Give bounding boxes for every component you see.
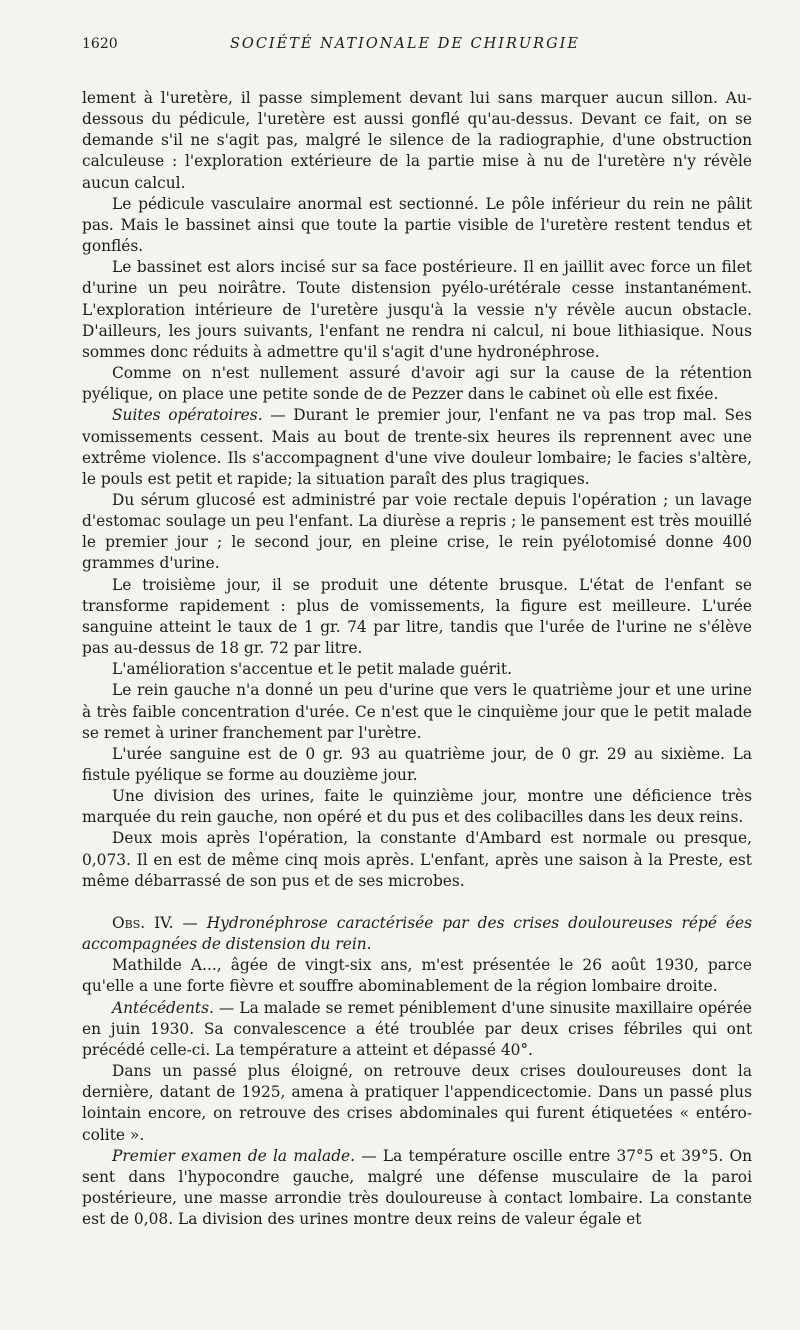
observation-label: Obs. IV.	[112, 913, 174, 932]
paragraph: Le pédicule vasculaire anormal est sectionné. Le pôle inférieur du rein ne pâlit pas. Mais le bassinet ainsi que toute la partie visible de l'uretère restent tendus et gonflés.	[82, 194, 752, 256]
paragraph: Le troisième jour, il se produit une détente brusque. L'état de l'enfant se transforme rapidement : plus de vomissements, la figure est meilleure. L'urée sanguine atteint le taux de 1 gr. 74 par litre, tandis que l'urée de l'urine ne s'élève pas au-dessus de 18 gr. 72 par litre.	[82, 575, 752, 658]
paragraph	[82, 1146, 752, 1231]
observation-title-text: Hydronéphrose caractérisée par des crises douloureuses répé ées accompagnées de distension du rein.	[82, 913, 752, 954]
paragraph: Dans un passé plus éloigné, on retrouve deux crises douloureuses dont la dernière, datant de 1925, amena à pratiquer l'appendicectomie. Dans un passé plus lointain encore, on retrouve des crises abdominales qui furent étiquetées « entéro-colite ».	[82, 1062, 752, 1144]
section-heading: Premier examen de la malade.	[112, 1146, 356, 1165]
paragraph: lement à l'uretère, il passe simplement devant lui sans marquer aucun sillon. Au-dessous du pédicule, l'uretère est aussi gonflé qu'au-dessus. Devant ce fait, on se demande s'il ne s'agit pas, malgré le silence de la radiographie, d'une obstruction calculeuse : l'exploration extérieure de la partie mise à nu de l'uretère n'y révèle aucun calcul.	[82, 89, 752, 192]
paragraph: Une division des urines, faite le quinzième jour, montre une déficience très marquée du rein gauche, non opéré et du pus et des colibacilles dans les deux reins.	[82, 787, 752, 827]
body-text	[82, 88, 752, 1230]
paragraph: Deux mois après l'opération, la constante d'Ambard est normale ou presque, 0,073. Il en est de même cinq mois après. L'enfant, après une saison à la Preste, est même débarrassé de son pus et de ses microbes.	[82, 829, 752, 890]
paragraph: L'urée sanguine est de 0 gr. 93 au quatrième jour, de 0 gr. 29 au sixième. La fistule pyélique se forme au douzième jour.	[82, 744, 752, 784]
section-heading: Suites opératoires.	[112, 406, 263, 425]
observation-title: Obs. IV. — Hydronéphrose caractérisée par des crises douloureuses répé ées accompagnées de distension du rein.	[82, 913, 752, 954]
observation-block	[82, 913, 752, 1230]
page-header	[82, 36, 752, 62]
section-heading: Antécédents.	[112, 998, 214, 1017]
paragraph: Comme on n'est nullement assuré d'avoir agi sur la cause de la rétention pyélique, on place une petite sonde de de Pezzer dans le cabinet où elle est fixée.	[82, 364, 752, 404]
paragraph	[82, 998, 752, 1061]
page-number: 1620	[82, 36, 118, 52]
running-head: SOCIÉTÉ NATIONALE DE CHIRURGIE	[230, 36, 580, 52]
paragraph: Mathilde A..., âgée de vingt-six ans, m'est présentée le 26 août 1930, parce qu'elle a une forte fièvre et souffre abominablement de la région lombaire droite.	[82, 956, 752, 996]
paragraph-text: — La malade se remet péniblement d'une sinusite maxillaire opérée en juin 1930. Sa convalescence a été troublée par deux crises fébriles qui ont précédé celle-ci. La température a atteint et dépassé 40°.	[82, 998, 752, 1059]
paragraph	[82, 405, 752, 490]
paragraph-text: — Durant le premier jour, l'enfant ne va pas trop mal. Ses vomissements cessent. Mais au bout de trente-six heures ils reprennent avec une extrême violence. Ils s'accompagnent d'une vive douleur lombaire; le facies s'altère, le pouls est petit et rapide; la situation paraît des plus tragiques.	[82, 406, 752, 488]
paragraph: Du sérum glucosé est administré par voie rectale depuis l'opération ; un lavage d'estomac soulage un peu l'enfant. La diurèse a repris ; le pansement est très mouillé le premier jour ; le second jour, en pleine crise, le rein pyélotomisé donne 400 grammes d'urine.	[82, 490, 752, 573]
paragraph: L'amélioration s'accentue et le petit malade guérit.	[112, 660, 513, 679]
paragraph-text: — La température oscille entre 37°5 et 39°5. On sent dans l'hypocondre gauche, malgré une défense musculaire de la paroi postérieure, une masse arrondie très douloureuse à contact lombaire. La constante est de 0,08. La division des urines montre deux reins de valeur égale et	[82, 1146, 752, 1229]
paragraph: Le rein gauche n'a donné un peu d'urine que vers le quatrième jour et une urine à très faible concentration d'urée. Ce n'est que le cinquième jour que le petit malade se remet à uriner franchement par l'urètre.	[82, 681, 752, 742]
paragraph: Le bassinet est alors incisé sur sa face postérieure. Il en jaillit avec force un filet d'urine un peu noirâtre. Toute distension pyélo-urétérale cesse instantanément. L'exploration intérieure de l'uretère jusqu'à la vessie n'y révèle aucun obstacle. D'ailleurs, les jours suivants, l'enfant ne rendra ni calcul, ni boue lithiasique. Nous sommes donc réduits à admettre qu'il s'agit d'une hydronéphrose.	[82, 258, 752, 361]
